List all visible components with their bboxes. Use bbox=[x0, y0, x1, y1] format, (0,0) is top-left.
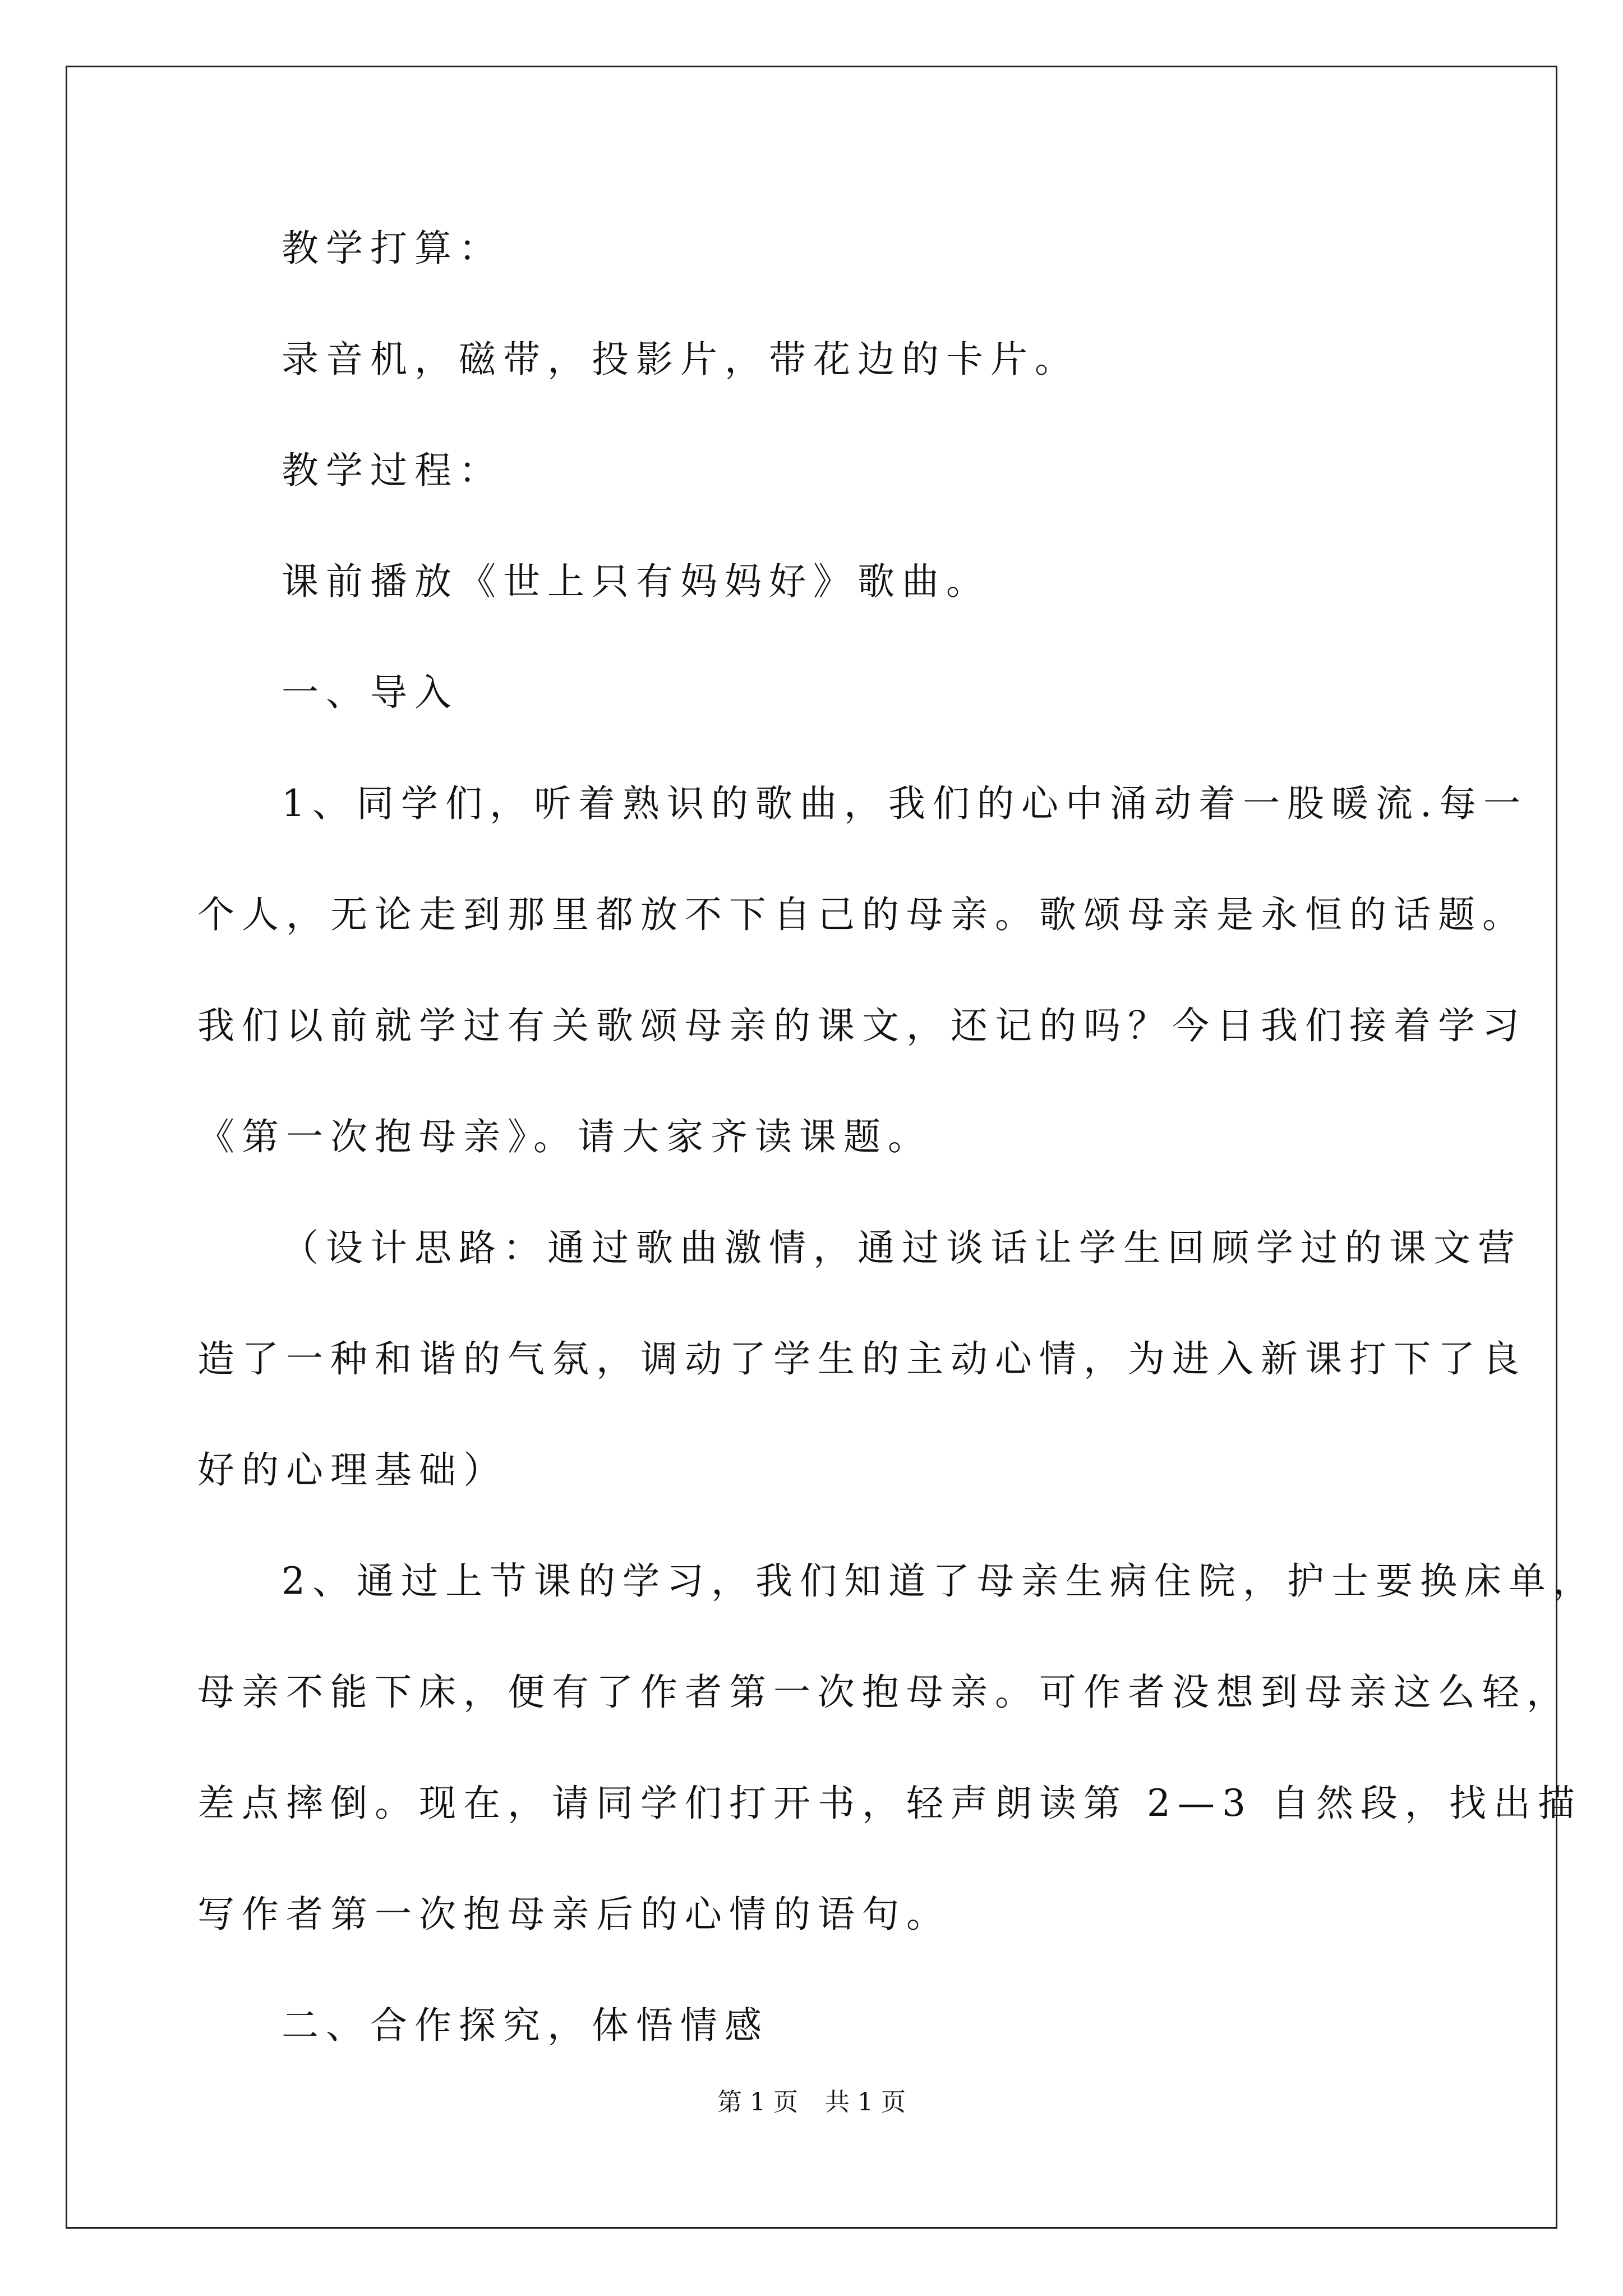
heading-teaching-prep: 教学打算： bbox=[282, 227, 503, 270]
current-page-label: 第 1 页 bbox=[717, 2088, 798, 2116]
heading-teaching-process: 教学过程： bbox=[282, 449, 503, 492]
paragraph-line: 造了一种和谐的气氛，调动了学生的主动心情，为进入新课打下了良 bbox=[197, 1337, 1527, 1381]
section-heading-explore: 二、合作探究，体悟情感 bbox=[282, 2004, 769, 2047]
paragraph-line: 写作者第一次抱母亲后的心情的语句。 bbox=[197, 1893, 951, 1936]
paragraph-line: 母亲不能下床，便有了作者第一次抱母亲。可作者没想到母亲这么轻， bbox=[197, 1671, 1571, 1714]
paragraph-line: 差点摔倒。现在，请同学们打开书，轻声朗读第 2—3 自然段，找出描 bbox=[197, 1782, 1582, 1825]
paragraph-line: 我们以前就学过有关歌颂母亲的课文，还记的吗？今日我们接着学习 bbox=[197, 1004, 1527, 1047]
paragraph-line: （设计思路：通过歌曲激情，通过谈话让学生回顾学过的课文营 bbox=[282, 1226, 1522, 1269]
total-pages-label: 共 1 页 bbox=[825, 2088, 906, 2116]
paragraph-line: 好的心理基础） bbox=[197, 1448, 508, 1492]
paragraph-materials: 录音机，磁带，投影片，带花边的卡片。 bbox=[282, 338, 1079, 381]
paragraph-line: 2、通过上节课的学习，我们知道了母亲生病住院，护士要换床单， bbox=[282, 1559, 1597, 1603]
paragraph-pre-class-song: 课前播放《世上只有妈妈好》歌曲。 bbox=[282, 560, 990, 603]
paragraph-line: 《第一次抱母亲》。请大家齐读课题。 bbox=[197, 1115, 932, 1158]
paragraph-line: 个人，无论走到那里都放不下自己的母亲。歌颂母亲是永恒的话题。 bbox=[197, 893, 1527, 936]
paragraph-line: 1、同学们，听着熟识的歌曲，我们的心中涌动着一股暖流.每一 bbox=[282, 782, 1528, 825]
page-footer bbox=[0, 2090, 1623, 2115]
section-heading-intro: 一、导入 bbox=[282, 671, 459, 714]
